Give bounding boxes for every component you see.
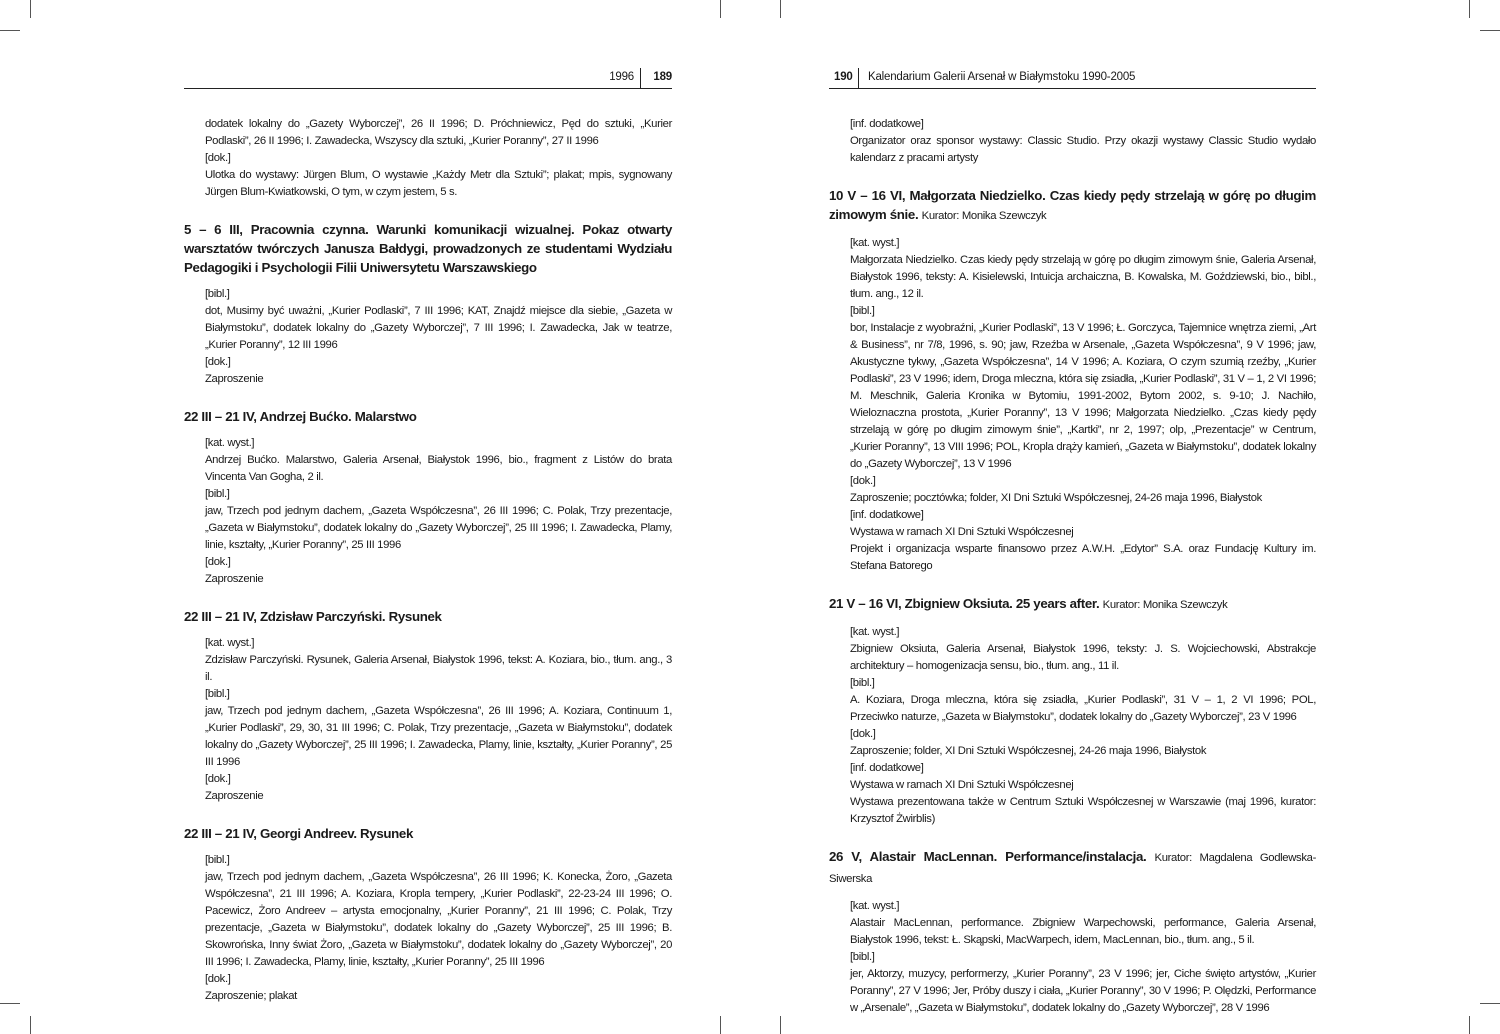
section-tag: [dok.] bbox=[850, 728, 876, 740]
section-tag: [dok.] bbox=[850, 475, 876, 487]
running-head-divider bbox=[858, 68, 859, 88]
entry-block bbox=[829, 235, 1316, 575]
section-tag: [dok.] bbox=[205, 356, 231, 368]
section-tag: [kat. wyst.] bbox=[205, 437, 255, 449]
section-tag: [dok.] bbox=[205, 773, 231, 785]
entry-heading: 22 III – 21 IV, Georgi Andreev. Rysunek bbox=[184, 826, 414, 841]
body-line: Małgorzata Niedzielko. Czas kiedy pędy strzelają w górę po długim zimowym śnie, Galeria Arsenał, Białystok 1996, teksty: A. Kisielewski, Intuicja archaiczna, B. Kowalska, M. Goździewski, bio., bibl., tłum. ang., 12 il. bbox=[850, 254, 1316, 300]
page-body bbox=[829, 116, 1316, 1017]
curator-credit: Kurator: Monika Szewczyk bbox=[1102, 599, 1228, 611]
body-line: Wystawa prezentowana także w Centrum Sztuki Współczesnej w Warszawie (maj 1996, kurator: Krzysztof Żwirblis) bbox=[850, 796, 1316, 825]
section-tag: [kat. wyst.] bbox=[850, 626, 900, 638]
section-tag: [dok.] bbox=[205, 152, 231, 164]
section-tag: [dok.] bbox=[205, 556, 231, 568]
page-number: 190 bbox=[834, 71, 853, 83]
crop-mark bbox=[0, 1003, 20, 1004]
entry-block bbox=[829, 898, 1316, 1017]
body-line: jaw, Trzech pod jednym dachem, „Gazeta Współczesna”, 26 III 1996; C. Polak, Trzy prezentacje, „Gazeta w Białymstoku”, dodatek lokalny do „Gazety Wyborczej”, 25 III 1996; I. Zawadecka, Plamy, linie, kształty, „Kurier Poranny”, 25 III 1996 bbox=[205, 505, 672, 551]
section-tag: [bibl.] bbox=[850, 305, 875, 317]
entry-block bbox=[829, 624, 1316, 828]
entry-heading: 5 – 6 III, Pracownia czynna. Warunki komunikacji wizualnej. Pokaz otwarty warsztatów twórczych Janusza Bałdygi, prowadzonych ze studentami Wydziału Pedagogiki i Psychologii Filii Uniwersytetu Warszawskiego bbox=[184, 222, 672, 275]
section-tag: [bibl.] bbox=[850, 677, 875, 689]
section-tag: [bibl.] bbox=[850, 951, 875, 963]
section-tag: [bibl.] bbox=[205, 288, 230, 300]
body-line: Projekt i organizacja wsparte finansowo przez A.W.H. „Edytor” S.A. oraz Fundację Kultury im. Stefana Batorego bbox=[850, 543, 1316, 572]
body-line: A. Koziara, Droga mleczna, która się zsiadła, „Kurier Podlaski”, 31 V – 1, 2 VI 1996; POL, Przeciwko naturze, „Gazeta w Białymstoku”, dodatek lokalny do „Gazety Wyborczej”, 23 V 1996 bbox=[850, 694, 1316, 723]
body-line: Wystawa w ramach XI Dni Sztuki Współczesnej bbox=[850, 526, 1074, 538]
page-number: 189 bbox=[653, 71, 672, 83]
body-line: Organizator oraz sponsor wystawy: Classic Studio. Przy okazji wystawy Classic Studio wydało kalendarz z pracami artysty bbox=[850, 135, 1316, 164]
entry-heading bbox=[829, 186, 1316, 226]
crop-mark bbox=[1469, 0, 1470, 18]
crop-mark bbox=[1480, 30, 1500, 31]
body-line: jaw, Trzech pod jednym dachem, „Gazeta Współczesna”, 26 III 1996; K. Konecka, Żoro, „Gazeta Współczesna”, 21 III 1996; A. Koziara, Kropla tempery, „Kurier Podlaski”, 22-23-24 III 1996; O. Pacewicz, Żoro Andreev – artysta emocjonalny, „Kurier Poranny”, 21 III 1996; C. Polak, Trzy prezentacje, „Gazeta w Białymstoku”, dodatek lokalny do „Gazety Wyborczej”, 25 III 1996; B. Skowrońska, Inny świat Żoro, „Gazeta w Białymstoku”, dodatek lokalny do „Gazety Wyborczej”, 20 III 1996; I. Zawadecka, Plamy, linie, kształty, „Kurier Poranny”, 25 III 1996 bbox=[205, 871, 672, 968]
running-head bbox=[184, 68, 672, 89]
entry-block bbox=[184, 435, 672, 588]
intro-block bbox=[184, 116, 672, 201]
entry-title: 10 V – 16 VI, Małgorzata Niedzielko. Czas kiedy pędy strzelają w górę po długim zimowym śnie. bbox=[829, 188, 1316, 222]
section-tag: [inf. dodatkowe] bbox=[850, 118, 924, 130]
entry-block bbox=[184, 852, 672, 1005]
curator-credit: Kurator: Magdalena Godlewska-Siwerska bbox=[829, 852, 1316, 885]
crop-mark bbox=[30, 1016, 31, 1034]
running-head-divider bbox=[640, 68, 641, 88]
section-tag: [bibl.] bbox=[205, 488, 230, 500]
crop-mark bbox=[0, 30, 20, 31]
crop-mark bbox=[720, 0, 721, 18]
page-body bbox=[184, 116, 672, 1005]
body-line: Zaproszenie bbox=[205, 373, 264, 385]
section-tag: [bibl.] bbox=[205, 688, 230, 700]
intro-block bbox=[829, 116, 1316, 167]
section-tag: [inf. dodatkowe] bbox=[850, 509, 924, 521]
body-line: Zaproszenie; pocztówka; folder, XI Dni Sztuki Współczesnej, 24-26 maja 1996, Białystok bbox=[850, 492, 1262, 504]
section-tag: [inf. dodatkowe] bbox=[850, 762, 924, 774]
section-tag: [dok.] bbox=[205, 973, 231, 985]
crop-mark bbox=[1469, 1016, 1470, 1034]
entry-title: 21 V – 16 VI, Zbigniew Oksiuta. 25 years after. bbox=[829, 596, 1100, 611]
body-line: dodatek lokalny do „Gazety Wyborczej”, 26 II 1996; D. Próchniewicz, Pęd do sztuki, „Kurier Podlaski”, 26 II 1996; I. Zawadecka, Wszyscy dla sztuki, „Kurier Poranny”, 27 II 1996 bbox=[205, 118, 672, 147]
crop-mark bbox=[720, 1016, 721, 1034]
entry-title: 26 V, Alastair MacLennan. Performance/instalacja. bbox=[829, 849, 1147, 864]
crop-mark bbox=[1480, 1003, 1500, 1004]
running-head-title: Kalendarium Galerii Arsenał w Białymstoku 1990-2005 bbox=[868, 71, 1136, 83]
entry-heading: 22 III – 21 IV, Zdzisław Parczyński. Rysunek bbox=[184, 609, 442, 624]
crop-mark bbox=[780, 0, 781, 18]
body-line: jaw, Trzech pod jednym dachem, „Gazeta Współczesna”, 26 III 1996; A. Koziara, Continuum 1, „Kurier Podlaski”, 29, 30, 31 III 1996; C. Polak, Trzy prezentacje, „Gazeta w Białymstoku”, dodatek lokalny do „Gazety Wyborczej”, 25 III 1996; I. Zawadecka, Plamy, linie, kształty, „Kurier Poranny”, 25 III 1996 bbox=[205, 705, 672, 768]
section-tag: [kat. wyst.] bbox=[850, 900, 900, 912]
entry-block bbox=[184, 635, 672, 805]
body-line: Zaproszenie; plakat bbox=[205, 990, 297, 1002]
body-line: jer, Aktorzy, muzycy, performerzy, „Kurier Poranny”, 23 V 1996; jer, Ciche święto artystów, „Kurier Poranny”, 27 V 1996; Jer, Próby duszy i ciała, „Kurier Poranny”, 30 V 1996; P. Olędzki, Performance w „Arsenale”, „Gazeta w Białymstoku”, dodatek lokalny do „Gazety Wyborczej”, 28 V 1996 bbox=[850, 968, 1316, 1014]
crop-mark bbox=[30, 0, 31, 18]
body-line: Alastair MacLennan, performance. Zbigniew Warpechowski, performance, Galeria Arsenał, Białystok 1996, tekst: Ł. Skąpski, MacWarpech, idem, MacLennan, bio., tłum. ang., 5 il. bbox=[850, 917, 1316, 946]
body-line: Wystawa w ramach XI Dni Sztuki Współczesnej bbox=[850, 779, 1074, 791]
body-line: Zaproszenie bbox=[205, 790, 264, 802]
crop-mark bbox=[780, 1016, 781, 1034]
entry-heading bbox=[829, 594, 1316, 615]
curator-credit: Kurator: Monika Szewczyk bbox=[921, 210, 1047, 222]
section-tag: [bibl.] bbox=[205, 854, 230, 866]
body-line: Andrzej Bućko. Malarstwo, Galeria Arsenał, Białystok 1996, bio., fragment z Listów do brata Vincenta Van Gogha, 2 il. bbox=[205, 454, 672, 483]
entry-heading bbox=[829, 847, 1316, 889]
body-line: Zaproszenie bbox=[205, 573, 264, 585]
running-head bbox=[829, 68, 1316, 89]
section-tag: [kat. wyst.] bbox=[205, 637, 255, 649]
body-line: Zbigniew Oksiuta, Galeria Arsenał, Białystok 1996, teksty: J. S. Wojciechowski, Abstrakcje architektury – homogenizacja sensu, bio., tłum. ang., 11 il. bbox=[850, 643, 1316, 672]
body-line: Zaproszenie; folder, XI Dni Sztuki Współczesnej, 24-26 maja 1996, Białystok bbox=[850, 745, 1207, 757]
body-line: bor, Instalacje z wyobraźni, „Kurier Podlaski”, 13 V 1996; Ł. Gorczyca, Tajemnice wnętrza ziemi, „Art & Business”, nr 7/8, 1996, s. 90; jaw, Rzeźba w Arsenale, „Gazeta Współczesna”, 9 V 1996; jaw, Akustyczne tykwy, „Gazeta Współczesna”, 14 V 1996; A. Koziara, O czym szumią rzeźby, „Kurier Podlaski”, 23 V 1996; idem, Droga mleczna, która się zsiadła, „Kurier Podlaski”, 31 V – 1, 2 VI 1996; M. Meschnik, Galeria Kronika w Bytomiu, 1991-2002, Bytom 2002, s. 9-10; J. Nachiło, Wieloznaczna prostota, „Kurier Poranny”, 13 V 1996; Małgorzata Niedzielko. „Czas kiedy pędy strzelają w górę po długim zimowym śnie”, „Kartki”, nr 2, 1997; olp, „Prezentacje” w Centrum, „Kurier Poranny”, 13 VIII 1996; POL, Kropla drąży kamień, „Gazeta w Białymstoku”, dodatek lokalny do „Gazety Wyborczej”, 13 V 1996 bbox=[850, 322, 1316, 470]
running-head-title: 1996 bbox=[609, 71, 634, 83]
body-line: dot, Musimy być uważni, „Kurier Podlaski”, 7 III 1996; KAT, Znajdź miejsce dla siebie, „Gazeta w Białymstoku”, dodatek lokalny do „Gazety Wyborczej”, 7 III 1996; I. Zawadecka, Jak w teatrze, „Kurier Poranny”, 12 III 1996 bbox=[205, 305, 672, 351]
body-line: Zdzisław Parczyński. Rysunek, Galeria Arsenał, Białystok 1996, tekst: A. Koziara, bio., tłum. ang., 3 il. bbox=[205, 654, 672, 683]
entry-heading: 22 III – 21 IV, Andrzej Bućko. Malarstwo bbox=[184, 409, 417, 424]
body-line: Ulotka do wystawy: Jürgen Blum, O wystawie „Każdy Metr dla Sztuki”; plakat; mpis, sygnowany Jürgen Blum-Kwiatkowski, O tym, w czym jestem, 5 s. bbox=[205, 169, 672, 198]
entry-block bbox=[184, 286, 672, 388]
section-tag: [kat. wyst.] bbox=[850, 237, 900, 249]
